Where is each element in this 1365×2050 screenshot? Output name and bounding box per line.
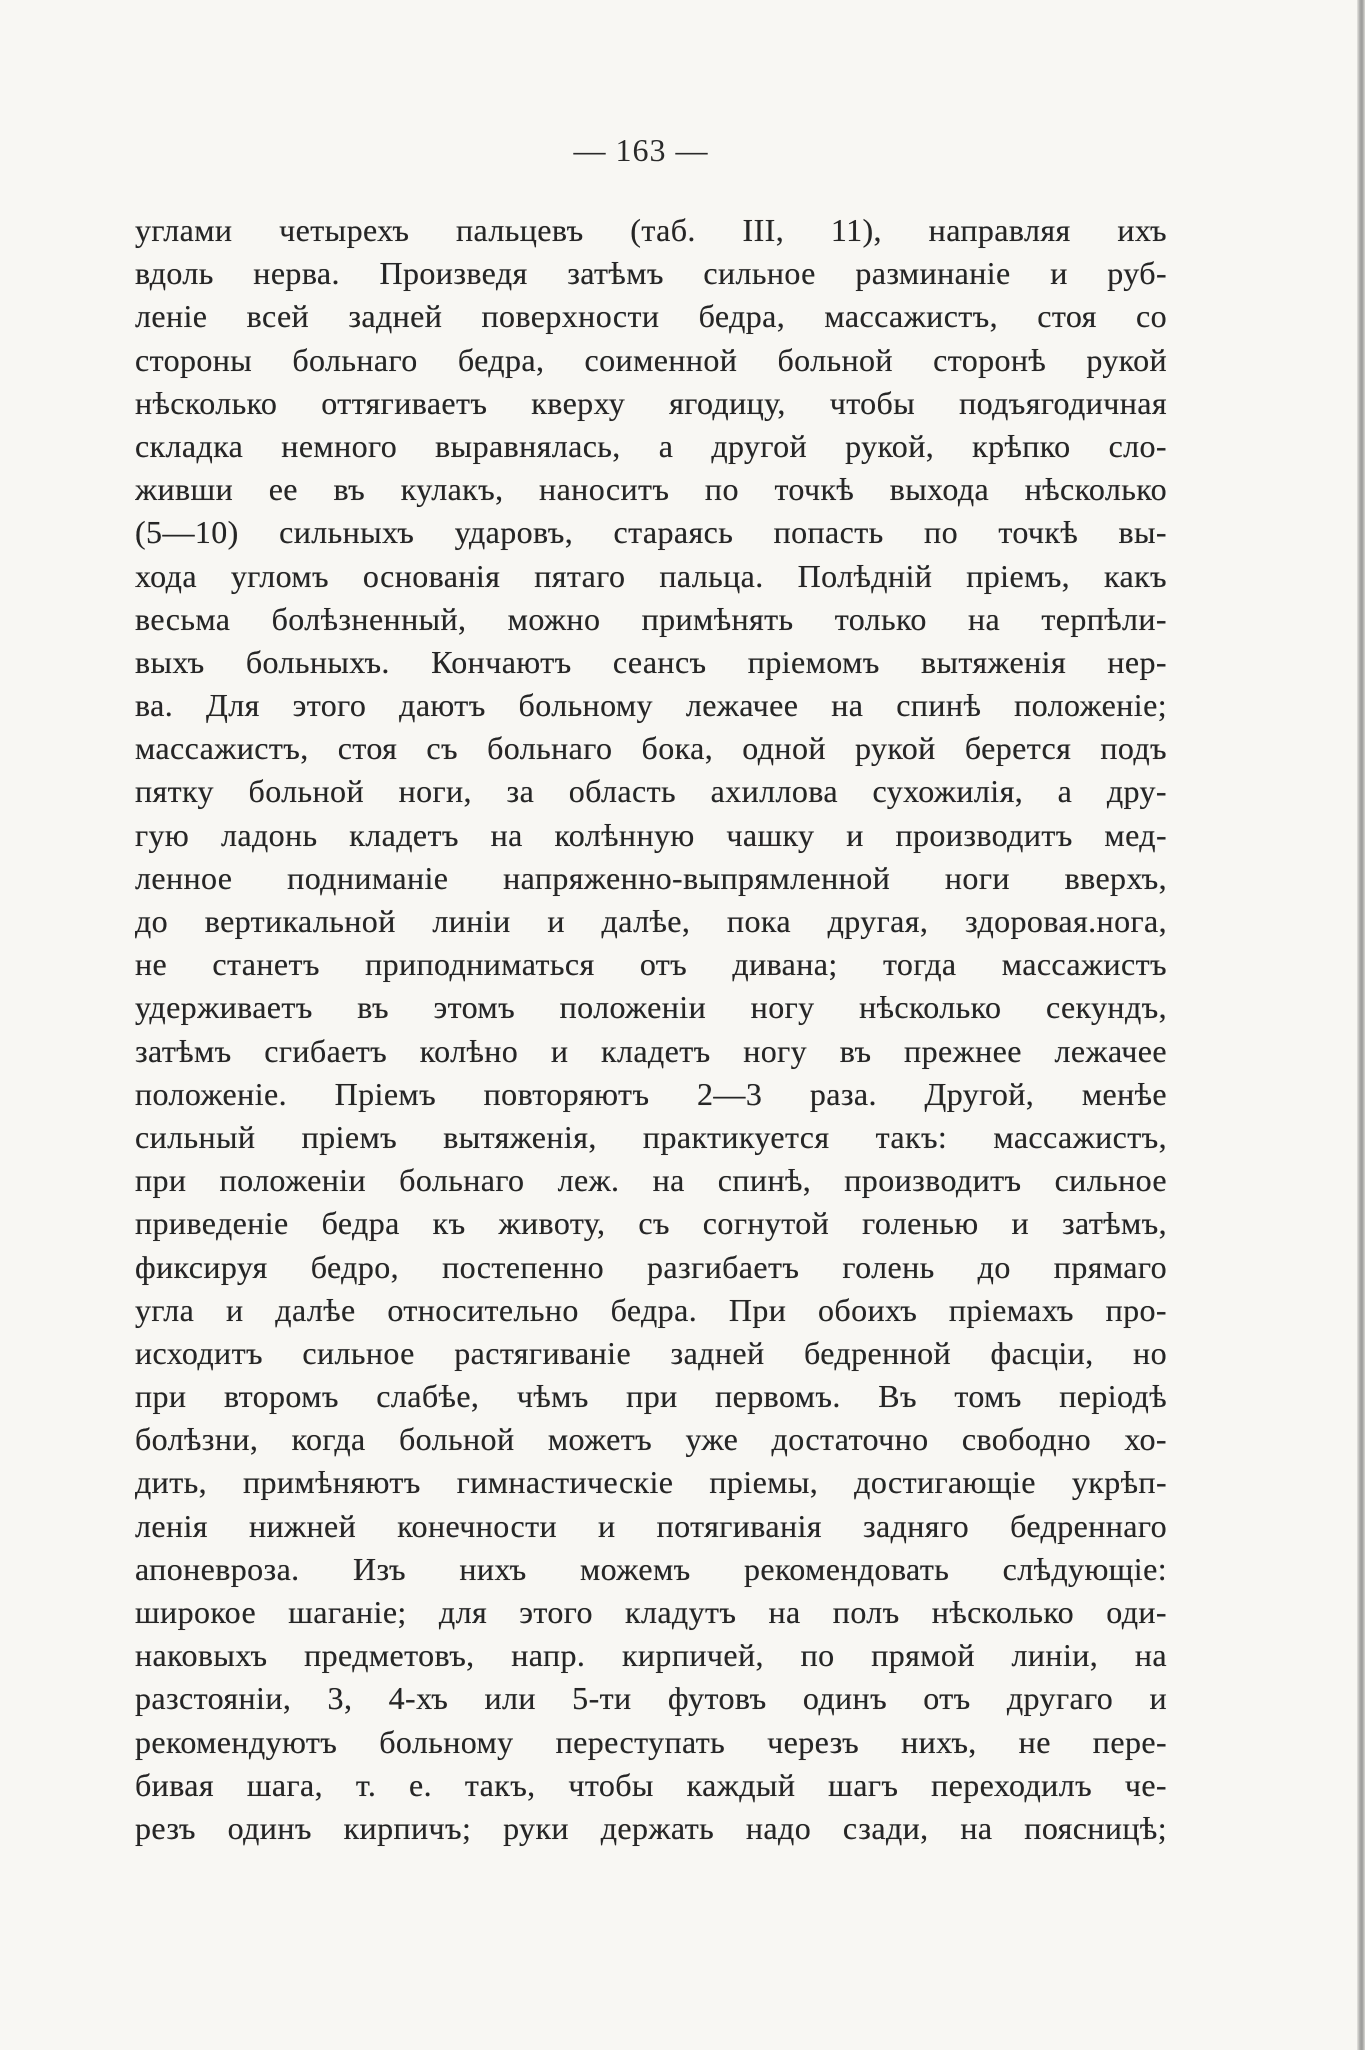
page-edge: [1357, 0, 1365, 2050]
text-line: удерживаетъ въ этомъ положеніи ногу нѣсколько секундъ,: [135, 989, 1167, 1026]
text-line: (5—10) сильныхъ ударовъ, стараясь попасть по точкѣ вы-: [135, 514, 1167, 551]
text-line: резъ одинъ кирпичъ; руки держать надо сзади, на поясницѣ;: [135, 1809, 1167, 1846]
text-line: ленное подниманіе напряженно-выпрямленной ноги вверхъ,: [135, 859, 1167, 896]
text-line: широкое шаганіе; для этого кладутъ на полъ нѣсколько оди-: [135, 1594, 1167, 1630]
text-line: ленія нижней конечности и потягиванія задняго бедреннаго: [135, 1507, 1167, 1544]
text-line: массажистъ, стоя съ больнаго бока, одной рукой берется подъ: [135, 730, 1167, 767]
page-number: — 163 —: [573, 132, 709, 168]
text-line: живши ее въ кулакъ, наноситъ по точкѣ выхода нѣсколько: [135, 471, 1167, 508]
text-line: гую ладонь кладетъ на колѣнную чашку и производитъ мед-: [135, 816, 1167, 853]
text-line: вдоль нерва. Произведя затѣмъ сильное разминаніе и руб-: [135, 255, 1167, 292]
text-line: угла и далѣе относительно бедра. При обоихъ пріемахъ про-: [135, 1291, 1167, 1328]
text-line: сильный пріемъ вытяженія, практикуется такъ: массажистъ,: [135, 1118, 1167, 1155]
text-line: весьма болѣзненный, можно примѣнять только на терпѣли-: [135, 600, 1167, 637]
text-line: апоневроза. Изъ нихъ можемъ рекомендовать слѣдующіе:: [135, 1550, 1167, 1587]
text-line: приведеніе бедра къ животу, съ согнутой голенью и затѣмъ,: [135, 1205, 1167, 1242]
text-line: исходитъ сильное растягиваніе задней бедренной фасціи, но: [135, 1334, 1167, 1371]
text-line: болѣзни, когда больной можетъ уже достаточно свободно хо-: [135, 1421, 1167, 1458]
text-line: хода угломъ основанія пятаго пальца. Полѣдній пріемъ, какъ: [135, 557, 1167, 594]
text-line: стороны больнаго бедра, соименной больной сторонѣ рукой: [135, 341, 1167, 378]
text-line: углами четырехъ пальцевъ (таб. III, 11), направляя ихъ: [135, 212, 1167, 248]
text-line: не станетъ приподниматься отъ дивана; тогда массажистъ: [135, 946, 1167, 983]
text-line: при положеніи больнаго леж. на спинѣ, производитъ сильное: [135, 1162, 1167, 1199]
text-line: до вертикальной линіи и далѣе, пока другая, здоровая.нога,: [135, 903, 1167, 939]
text-line: нѣсколько оттягиваетъ кверху ягодицу, чтобы подъягодичная: [135, 384, 1167, 421]
text-line: разстояніи, 3, 4-хъ или 5-ти футовъ одинъ отъ другаго и: [135, 1680, 1167, 1717]
text-line: пятку больной ноги, за область ахиллова сухожилія, а дру-: [135, 773, 1167, 810]
text-line: складка немного выравнялась, а другой рукой, крѣпко сло-: [135, 427, 1167, 464]
text-line: фиксируя бедро, постепенно разгибаетъ голень до прямаго: [135, 1248, 1167, 1285]
text-line: наковыхъ предметовъ, напр. кирпичей, по прямой линіи, на: [135, 1637, 1167, 1674]
text-line: дить, примѣняютъ гимнастическіе пріемы, достигающіе укрѣп-: [135, 1464, 1167, 1501]
body-text: [135, 209, 1167, 1850]
text-line: затѣмъ сгибаетъ колѣно и кладетъ ногу въ прежнее лежачее: [135, 1032, 1167, 1069]
text-line: леніе всей задней поверхности бедра, массажистъ, стоя со: [135, 298, 1167, 335]
text-line: положеніе. Пріемъ повторяютъ 2—3 раза. Другой, менѣе: [135, 1075, 1167, 1112]
text-line: выхъ больныхъ. Кончаютъ сеансъ пріемомъ вытяженія нер-: [135, 643, 1167, 680]
text-line: бивая шага, т. е. такъ, чтобы каждый шагъ переходилъ че-: [135, 1766, 1167, 1803]
text-line: ва. Для этого даютъ больному лежачее на спинѣ положеніе;: [135, 687, 1167, 724]
text-line: рекомендуютъ больному переступать черезъ нихъ, не пере-: [135, 1723, 1167, 1760]
text-line: при второмъ слабѣе, чѣмъ при первомъ. Въ томъ періодѣ: [135, 1378, 1167, 1415]
